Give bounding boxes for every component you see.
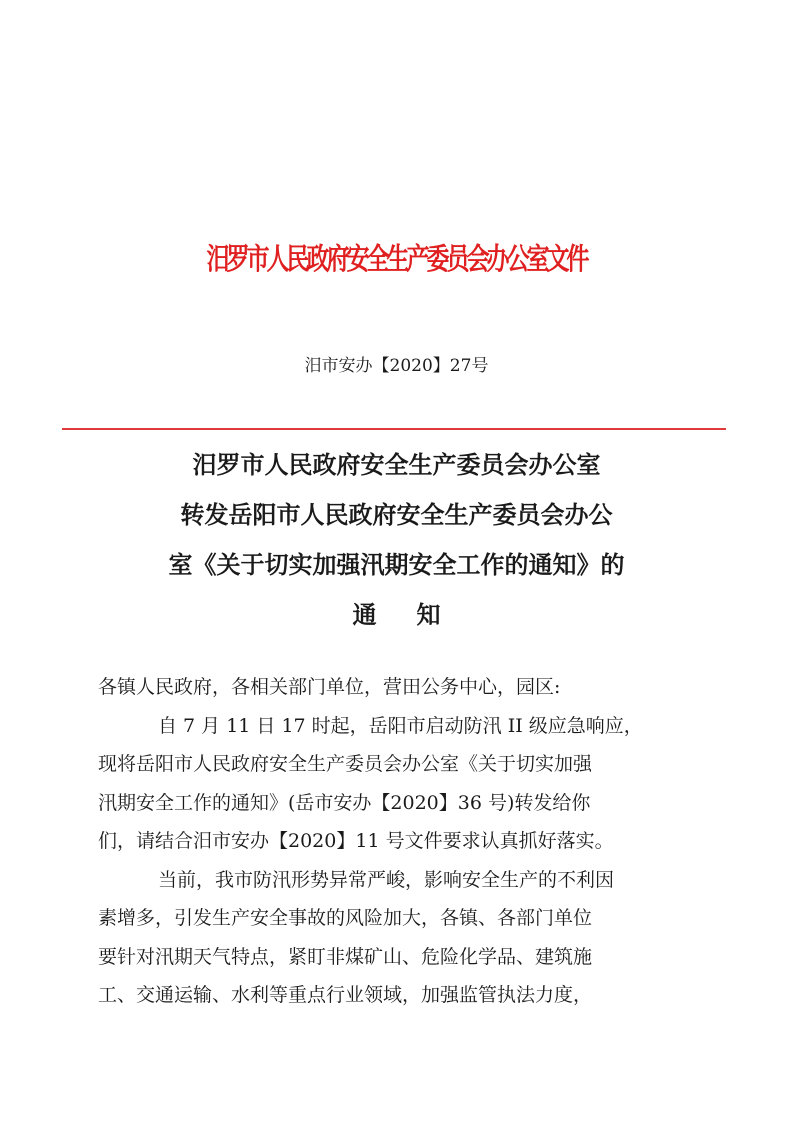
salutation-line: 各镇人民政府，各相关部门单位，营田公务中心，园区: (98, 676, 561, 698)
body-line: 汛期安全工作的通知》(岳市安办【2020】36 号)转发给你 (98, 791, 591, 814)
body-line: 现将岳阳市人民政府安全生产委员会办公室《关于切实加强 (98, 753, 593, 775)
body-line: 自 7 月 11 日 17 时起，岳阳市启动防汛 II 级应急响应， (158, 714, 643, 737)
body-line: 工、交通运输、水利等重点行业领域，加强监管执法力度， (98, 984, 593, 1006)
notice-title-line: 室《关于切实加强汛期安全工作的通知》的 (168, 551, 625, 579)
notice-title-line: 汨罗市人民政府安全生产委员会办公室 (192, 451, 601, 479)
body-line: 要针对汛期天气特点，紧盯非煤矿山、危险化学品、建筑施 (98, 945, 593, 968)
body-line: 当前，我市防汛形势异常严峻，影响安全生产的不利因 (158, 868, 615, 891)
body-line: 素增多，引发生产安全事故的风险加大，各镇、各部门单位 (98, 907, 593, 929)
body-text (98, 668, 698, 1015)
document-header-title: 汨罗市人民政府安全生产委员会办公室文件 (206, 243, 587, 277)
document-number: 汨市安办【2020】27号 (304, 356, 489, 376)
notice-title-line: 通知 (352, 601, 481, 629)
notice-title-line: 转发岳阳市人民政府安全生产委员会办公 (180, 501, 613, 529)
body-line: 们，请结合汨市安办【2020】11 号文件要求认真抓好落实。 (98, 830, 614, 852)
notice-title (100, 440, 693, 640)
red-divider-line (62, 428, 726, 430)
